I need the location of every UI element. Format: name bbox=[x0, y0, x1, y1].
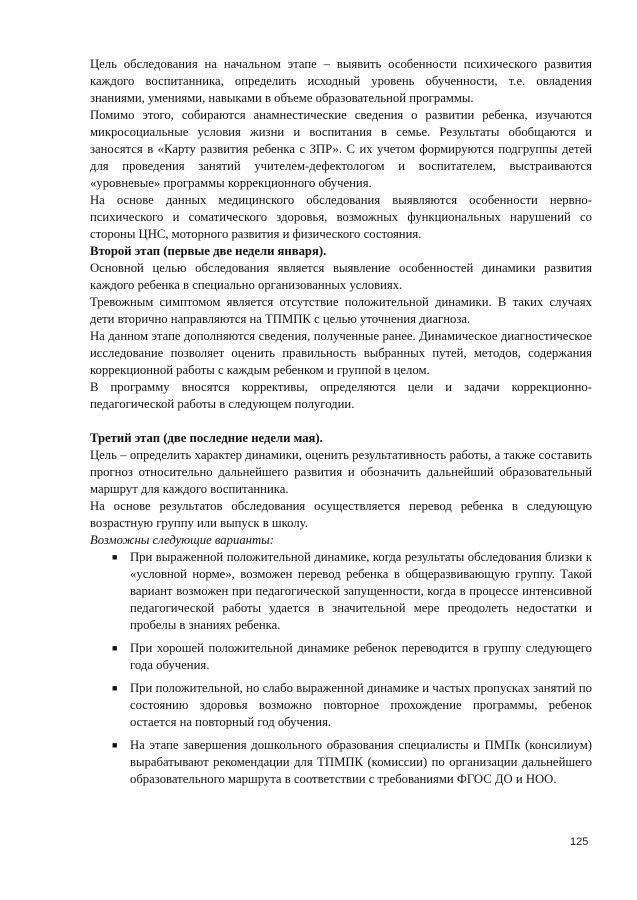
list-item bbox=[90, 680, 592, 731]
paragraph: В программу вносятся коррективы, определяются цели и задачи коррекционно-педагогической работы в следующем полугодии. bbox=[90, 380, 592, 411]
list-item-text: При хорошей положительной динамике ребенок переводится в группу следующего года обучения. bbox=[130, 641, 592, 672]
square-bullet-icon: ■ bbox=[112, 643, 118, 653]
paragraph: На основе данных медицинского обследования выявляются особенности нервно-психического и соматического здоровья, возможных функциональных нарушений со стороны ЦНС, моторного развития и физического состояния. bbox=[90, 193, 592, 241]
paragraph: Цель обследования на начальном этапе – выявить особенности психического развития каждого воспитанника, определить исходный уровень обученности, т.е. овладения знаниями, умениями, навыками в объеме образовательной программы. bbox=[90, 57, 592, 105]
paragraph: Помимо этого, собираются анамнестические сведения о развитии ребенка, изучаются микросоциальные условия жизни и воспитания в семье. Результаты обобщаются и заносятся в «Карту развития ребенка с ЗПР». С их учетом формируются подгруппы детей для проведения занятий учителем-дефектологом и воспитателем, выстраиваются «уровневые» программы коррекционного обучения. bbox=[90, 108, 592, 190]
stage-2-heading: Второй этап (первые две недели января). bbox=[90, 244, 327, 258]
square-bullet-icon: ■ bbox=[112, 552, 118, 562]
page-number: 125 bbox=[570, 836, 589, 848]
paragraph: На основе результатов обследования осуществляется перевод ребенка в следующую возрастную группу или выпуск в школу. bbox=[90, 499, 592, 530]
list-item-text: При положительной, но слабо выраженной динамике и частых пропусках занятий по состоянию здоровья возможно повторное прохождение программы, ребенок остается на повторный год обучения. bbox=[130, 681, 592, 729]
section-spacer bbox=[90, 413, 592, 430]
paragraph: Цель – определить характер динамики, оценить результативность работы, а также составить прогноз относительно дальнейшего развития и обозначить дальнейший образовательный маршрут для каждого воспитанника. bbox=[90, 448, 592, 496]
list-item-text: На этапе завершения дошкольного образования специалисты и ПМПк (консилиум) вырабатывают рекомендации для ТПМПК (комиссии) по организации дальнейшего образовательного маршрута в соответствии с требованиями ФГОС ДО и НОО. bbox=[130, 738, 592, 786]
paragraph: Основной целью обследования является выявление особенностей динамики развития каждого ребенка в специально организованных условиях. bbox=[90, 261, 592, 292]
list-item-text: При выраженной положительной динамике, когда результаты обследования близки к «условной норме», возможен перевод ребенка в общеразвивающую группу. Такой вариант возможен при педагогической запущенности, когда в процессе интенсивной педагогической работы удается в значительной мере преодолеть недостатки и пробелы в знаниях ребенка. bbox=[130, 550, 592, 632]
variants-list bbox=[90, 549, 592, 788]
list-item bbox=[90, 640, 592, 674]
paragraph: Тревожным симптомом является отсутствие положительной динамики. В таких случаях дети вторично направляются на ТПМПК с целью уточнения диагноза. bbox=[90, 295, 592, 326]
square-bullet-icon: ■ bbox=[112, 683, 118, 693]
list-item bbox=[90, 549, 592, 634]
square-bullet-icon: ■ bbox=[112, 740, 118, 750]
stage-3-heading: Третий этап (две последние недели мая). bbox=[90, 431, 323, 445]
list-item bbox=[90, 737, 592, 788]
variants-heading: Возможны следующие варианты: bbox=[90, 533, 274, 547]
page-content bbox=[90, 56, 592, 794]
paragraph: На данном этапе дополняются сведения, полученные ранее. Динамическое диагностическое исследование позволяет оценить правильность выбранных путей, методов, содержания коррекционной работы с каждым ребенком и группой в целом. bbox=[90, 329, 592, 377]
